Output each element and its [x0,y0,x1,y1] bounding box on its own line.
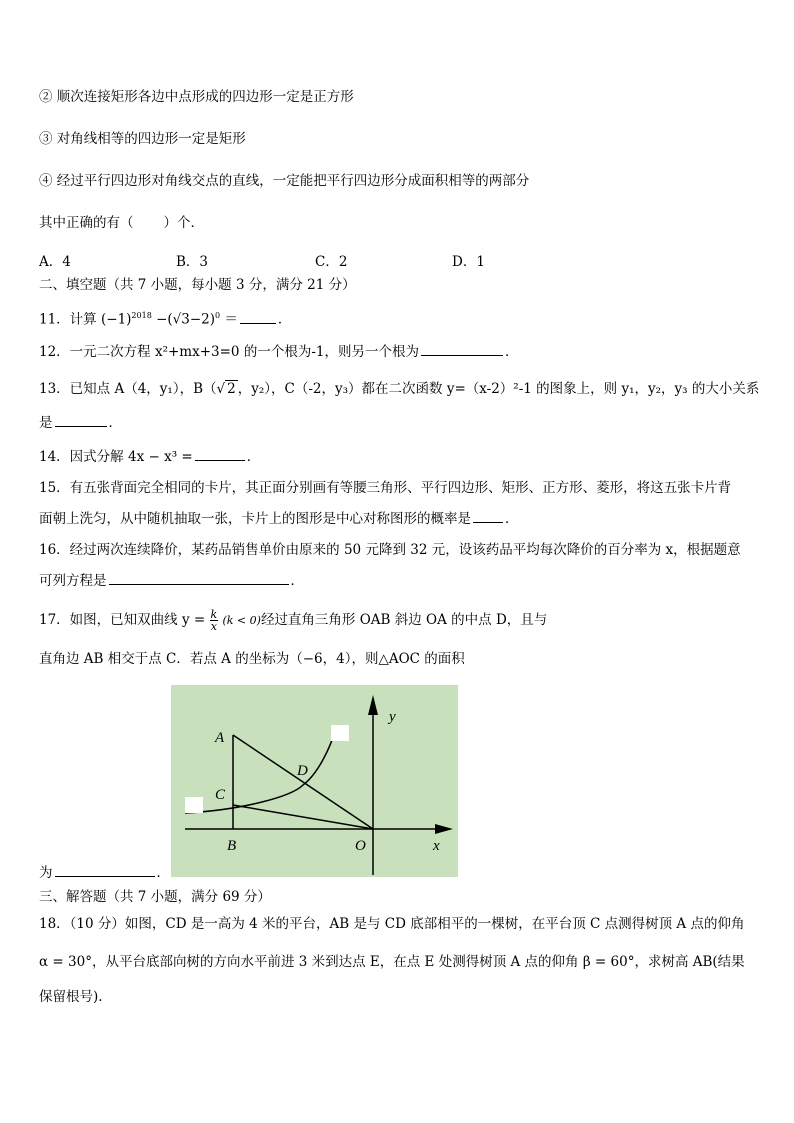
question-16-line1: 16．经过两次连续降价，某药品销售单价由原来的 50 元降到 32 元，设该药品平均每次降价的百分率为 x，根据题意 [39,542,741,558]
q11-prefix: 11．计算 [39,311,97,328]
q15-blank [473,510,503,523]
q14-expr: 4x − x³ = [127,449,193,465]
question-17-line1 [39,609,547,632]
question-13-line2 [39,414,122,432]
q14-prefix: 14．因式分解 [39,449,124,465]
q11-end: ． [277,311,292,328]
q16-end: ． [290,573,304,589]
q15-end: ． [505,511,519,527]
q13-line2: 是 [39,415,53,431]
q11-blank [240,311,276,324]
q16-line2: 可列方程是 [39,573,107,589]
question-15-line2 [39,510,519,528]
statement-2: ② 顺次连接矩形各边中点形成的四边形一定是正方形 [39,89,354,105]
section-3-heading: 三、解答题（共 7 小题，满分 69 分） [39,889,271,905]
q11-exp-a: 2018 [131,311,152,320]
q15-line2: 面朝上洗匀，从中随机抽取一张，卡片上的图形是中心对称图形的概率是 [39,511,471,527]
q13-part1: 13．已知点 A（4，y₁），B（ [39,381,217,397]
q17-condition: (k < 0) [222,614,261,627]
q17-end: ． [156,865,170,881]
q16-blank [109,572,289,585]
question-11 [39,307,291,329]
label-a: A [215,730,225,746]
question-15-line1: 15．有五张背面完全相同的卡片，其正面分别画有等腰三角形、平行四边形、矩形、正方形、菱形，将这五张卡片背 [39,480,732,496]
question-12 [39,343,518,361]
q12-blank [421,343,503,356]
option-b: B．3 [176,254,209,270]
label-b: B [227,838,237,854]
figure-background [171,685,458,877]
question-16-line2 [39,572,304,590]
label-y: y [389,709,396,725]
q13-blank [55,414,107,427]
question-17-line3 [39,864,170,882]
statement-4: ④ 经过平行四边形对角线交点的直线，一定能把平行四边形分成面积相等的两部分 [39,173,530,189]
question-10-prefix: 其中正确的有（ [39,215,134,231]
q11-equals: ＝ [224,311,238,328]
q17-blank [55,864,155,877]
q17-line3: 为 [39,865,53,881]
option-c: C．2 [315,254,348,270]
question-17-line2: 直角边 AB 相交于点 C．若点 A 的坐标为（−6，4），则△AOC 的面积 [39,651,465,667]
q12-text: 12．一元二次方程 x²+mx+3=0 的一个根为-1，则另一个根为 [39,344,419,360]
q17-fraction [210,609,219,632]
q11-expr-b: −(√3−2) [156,311,216,328]
q17-frac-num: k [210,608,218,621]
label-d: D [297,763,308,779]
q14-end: ． [246,449,261,465]
q17-figure [171,685,458,877]
question-18-line2: α = 30°，从平台底部向树的方向水平前进 3 米到达点 E，在点 E 处测得树顶 A 点的仰角 β = 60°，求树高 AB(结果 [39,954,745,970]
question-10-prompt [39,214,204,232]
q12-end: ． [504,344,519,360]
q17-frac-den: x [210,620,217,633]
question-14 [39,448,260,466]
label-c: C [215,787,226,803]
question-18-line3: 保留根号). [39,989,103,1005]
q11-exp-b: 0 [215,311,221,320]
q13-sqrt: 2 [227,381,236,397]
option-a: A．4 [39,254,71,270]
section-2-heading: 二、填空题（共 7 小题，每小题 3 分，满分 21 分） [39,277,356,293]
q13-end: ． [108,415,122,431]
question-18-line1: 18．（10 分）如图，CD 是一高为 4 米的平台，AB 是与 CD 底部相平的一棵树，在平台顶 C 点测得树顶 A 点的仰角 [39,916,745,932]
q11-expr-a: (−1) [100,311,132,328]
question-10-suffix: ）个． [163,215,204,231]
q17-prefix: 17．如图，已知双曲线 y = [39,612,206,628]
label-x: x [433,838,440,854]
question-13-line1: 13．已知点 A（4，y₁），B（√ 2 ，y₂），C（-2，y₃）都在二次函数 y=（x-2）²-1 的图象上，则 y₁，y₂，y₃ 的大小关系 [39,381,760,397]
curve-end-marker-left [185,797,203,813]
statement-3: ③ 对角线相等的四边形一定是矩形 [39,131,246,147]
q13-part2: ，y₂），C（-2，y₃）都在二次函数 y=（x-2）²-1 的图象上，则 y₁，y₂，y₃ 的大小关系 [237,381,760,397]
q14-blank [195,448,245,461]
curve-end-marker-top [331,725,349,741]
label-o: O [355,838,366,854]
option-d: D．1 [452,254,485,270]
q17-suffix: 经过直角三角形 OAB 斜边 OA 的中点 D，且与 [260,612,548,628]
